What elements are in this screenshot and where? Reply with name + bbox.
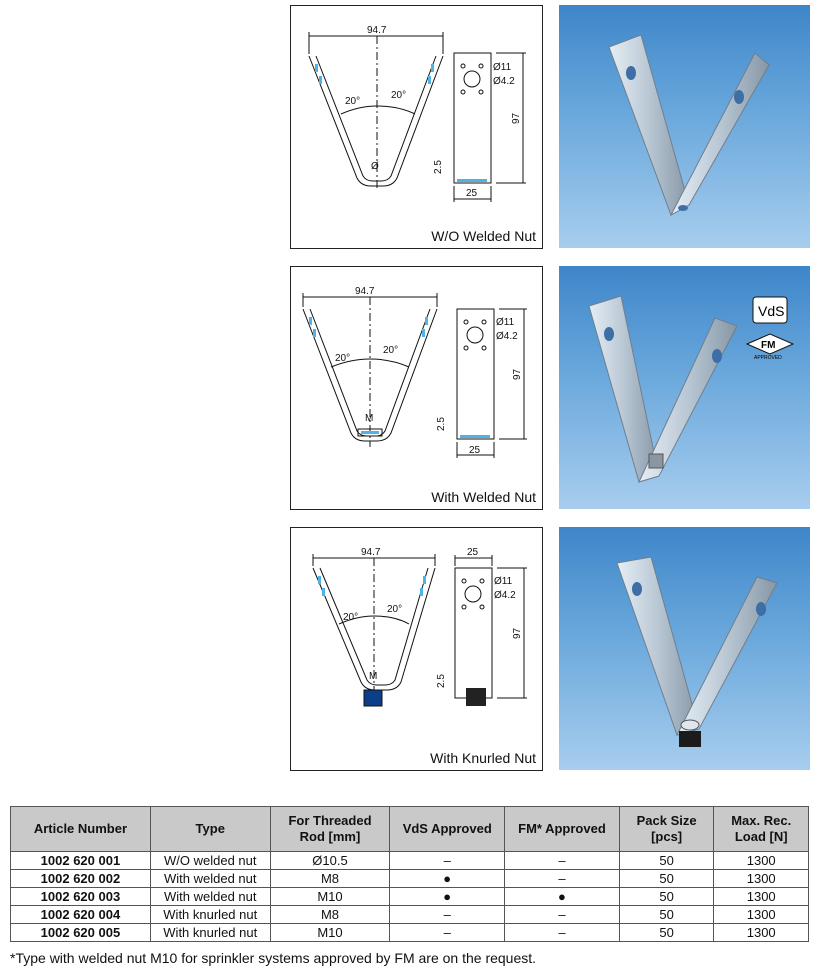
width-dimension: 94.7 bbox=[361, 547, 381, 558]
type-cell: W/O welded nut bbox=[150, 852, 270, 870]
rod-cell: M8 bbox=[270, 870, 390, 888]
load-cell: 1300 bbox=[714, 888, 809, 906]
load-cell: 1300 bbox=[714, 924, 809, 942]
base-dimension: 25 bbox=[469, 445, 481, 456]
table-row bbox=[11, 870, 809, 888]
article-number: 1002 620 003 bbox=[11, 888, 151, 906]
article-number: 1002 620 005 bbox=[11, 924, 151, 942]
technical-drawing bbox=[291, 528, 542, 770]
vds-cell: ● bbox=[390, 870, 505, 888]
footnote: *Type with welded nut M10 for sprinkler systems approved by FM are on the request. bbox=[10, 950, 537, 966]
angle-left: 20° bbox=[335, 353, 351, 364]
load-cell: 1300 bbox=[714, 852, 809, 870]
nut-label: Ø bbox=[371, 161, 379, 172]
load-cell: 1300 bbox=[714, 906, 809, 924]
vds-cell: – bbox=[390, 906, 505, 924]
fm-cell: – bbox=[505, 906, 620, 924]
product-photo-2 bbox=[559, 266, 810, 509]
hole-dimension-small: Ø4.2 bbox=[494, 590, 516, 601]
hole-dimension-large: Ø11 bbox=[494, 576, 513, 587]
base-dimension: 25 bbox=[466, 188, 478, 199]
fm-mark-subtext: APPROVED bbox=[754, 355, 782, 361]
article-number: 1002 620 001 bbox=[11, 852, 151, 870]
vds-mark: VdS bbox=[758, 303, 785, 319]
table-row bbox=[11, 888, 809, 906]
article-number: 1002 620 002 bbox=[11, 870, 151, 888]
fm-cell: ● bbox=[505, 888, 620, 906]
angle-left: 20° bbox=[345, 96, 361, 107]
nut-label: M bbox=[369, 671, 378, 682]
width-dimension: 94.7 bbox=[355, 286, 375, 297]
pack-cell: 50 bbox=[619, 870, 714, 888]
table-header-row bbox=[11, 807, 809, 852]
type-cell: With welded nut bbox=[150, 888, 270, 906]
drawing-panel-2 bbox=[290, 266, 543, 510]
table-row bbox=[11, 852, 809, 870]
fm-mark: FM bbox=[761, 340, 776, 351]
height-dimension: 97 bbox=[512, 627, 523, 639]
angle-right: 20° bbox=[387, 604, 403, 615]
hole-dimension-large: Ø11 bbox=[496, 317, 515, 328]
vds-cell: – bbox=[390, 924, 505, 942]
hole-dimension-large: Ø11 bbox=[493, 62, 512, 73]
column-header: Pack Size [pcs] bbox=[619, 807, 714, 852]
type-cell: With knurled nut bbox=[150, 924, 270, 942]
article-number: 1002 620 004 bbox=[11, 906, 151, 924]
table-row bbox=[11, 906, 809, 924]
technical-drawing bbox=[291, 267, 542, 509]
hole-dimension-small: Ø4.2 bbox=[496, 331, 518, 342]
type-cell: With knurled nut bbox=[150, 906, 270, 924]
column-header: VdS Approved bbox=[390, 807, 505, 852]
nut-label: M bbox=[365, 413, 374, 424]
column-header: Max. Rec. Load [N] bbox=[714, 807, 809, 852]
panel-caption: With Welded Nut bbox=[431, 489, 536, 505]
pack-cell: 50 bbox=[619, 888, 714, 906]
pack-cell: 50 bbox=[619, 924, 714, 942]
pack-cell: 50 bbox=[619, 906, 714, 924]
angle-right: 20° bbox=[383, 345, 399, 356]
column-header: FM* Approved bbox=[505, 807, 620, 852]
rod-cell: Ø10.5 bbox=[270, 852, 390, 870]
rod-cell: M8 bbox=[270, 906, 390, 924]
column-header: For Threaded Rod [mm] bbox=[270, 807, 390, 852]
fm-cell: – bbox=[505, 852, 620, 870]
panel-caption: W/O Welded Nut bbox=[431, 228, 536, 244]
panel-caption: With Knurled Nut bbox=[430, 750, 536, 766]
offset-dimension: 2.5 bbox=[436, 674, 447, 688]
pack-cell: 50 bbox=[619, 852, 714, 870]
fm-cell: – bbox=[505, 870, 620, 888]
drawing-panel-1 bbox=[290, 5, 543, 249]
column-header: Type bbox=[150, 807, 270, 852]
base-dimension: 25 bbox=[467, 547, 479, 558]
vds-cell: – bbox=[390, 852, 505, 870]
offset-dimension: 2.5 bbox=[436, 417, 447, 431]
drawing-panel-3 bbox=[290, 527, 543, 771]
technical-drawing bbox=[291, 6, 542, 248]
rod-cell: M10 bbox=[270, 888, 390, 906]
height-dimension: 97 bbox=[512, 368, 523, 380]
rod-cell: M10 bbox=[270, 924, 390, 942]
type-cell: With welded nut bbox=[150, 870, 270, 888]
bracket-image bbox=[559, 527, 810, 770]
fm-cell: – bbox=[505, 924, 620, 942]
table-row bbox=[11, 924, 809, 942]
product-table bbox=[10, 806, 809, 942]
column-header: Article Number bbox=[11, 807, 151, 852]
vds-cell: ● bbox=[390, 888, 505, 906]
bracket-image bbox=[559, 266, 810, 509]
offset-dimension: 2.5 bbox=[433, 160, 444, 174]
width-dimension: 94.7 bbox=[367, 25, 387, 36]
product-photo-1 bbox=[559, 5, 810, 248]
angle-left: 20° bbox=[343, 612, 359, 623]
product-photo-3 bbox=[559, 527, 810, 770]
hole-dimension-small: Ø4.2 bbox=[493, 76, 515, 87]
height-dimension: 97 bbox=[511, 112, 522, 124]
angle-right: 20° bbox=[391, 90, 407, 101]
bracket-image bbox=[559, 5, 810, 248]
load-cell: 1300 bbox=[714, 870, 809, 888]
